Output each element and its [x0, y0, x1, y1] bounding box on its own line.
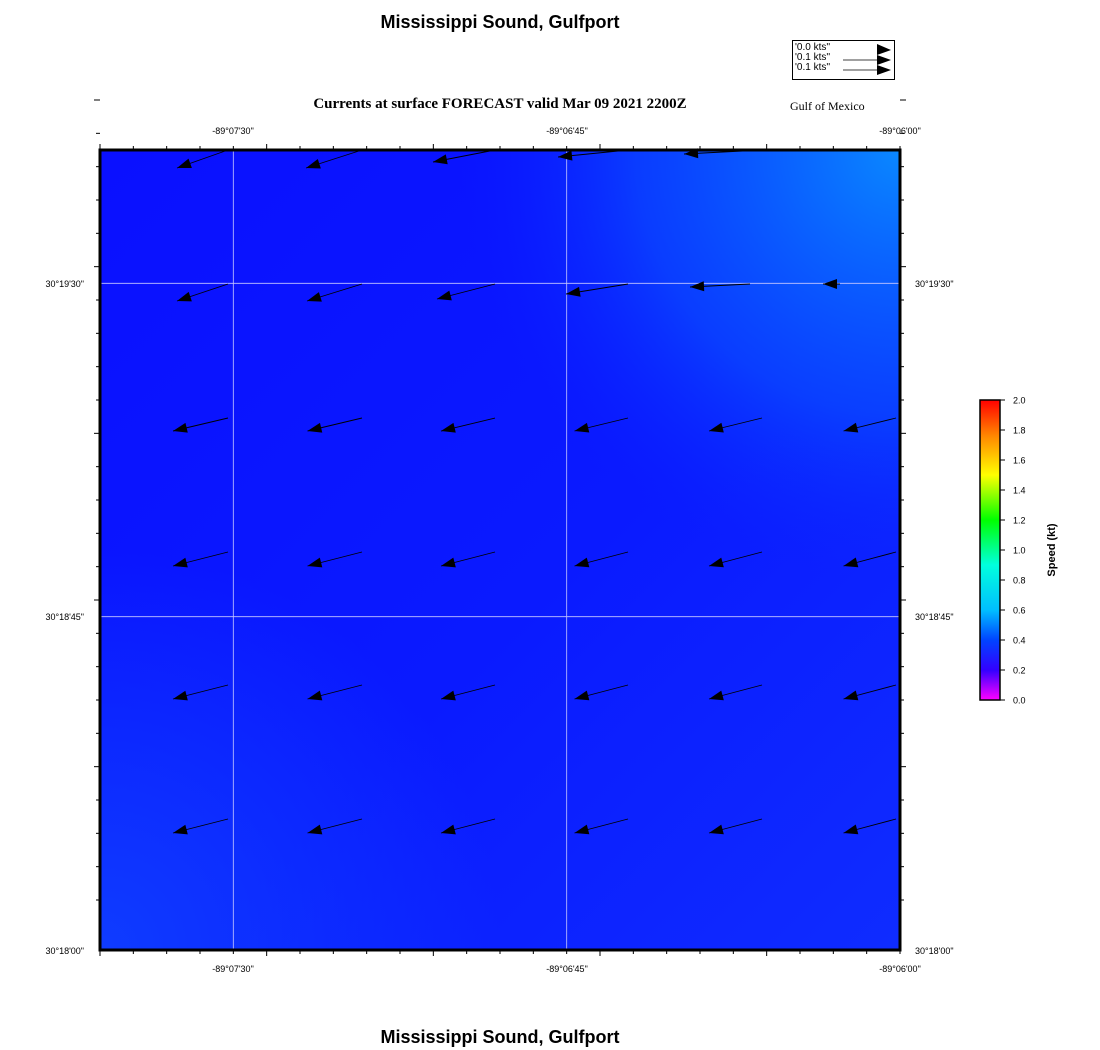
- lat-label-left: 30°18'00": [45, 946, 84, 956]
- colorbar-tick-label: 0.8: [1013, 575, 1026, 586]
- region-label: Gulf of Mexico: [790, 99, 865, 113]
- colorbar-tick-label: 0.4: [1013, 635, 1026, 646]
- legend-entry: '0.0 kts'': [795, 42, 831, 53]
- colorbar-tick-label: 1.6: [1013, 455, 1026, 466]
- colorbar-tick-label: 2.0: [1013, 395, 1026, 406]
- lat-label-left: 30°18'45": [45, 612, 84, 622]
- lat-label-right: 30°18'00": [915, 946, 954, 956]
- colorbar-gradient: [980, 400, 1000, 700]
- lat-label-right: 30°19'30": [915, 279, 954, 289]
- colorbar-tick-label: 0.6: [1013, 605, 1026, 616]
- colorbar-tick-label: 1.8: [1013, 425, 1026, 436]
- legend-entry: '0.1 kts'': [795, 52, 831, 63]
- speed-colorbar: [980, 396, 1058, 706]
- lat-label-left: 30°19'30": [45, 279, 84, 289]
- map-title: Mississippi Sound, Gulfport: [380, 12, 620, 32]
- legend-entry: '0.1 kts'': [795, 62, 831, 73]
- colorbar-tick-label: 1.0: [1013, 545, 1026, 556]
- lon-label-top: -89°06'45": [546, 126, 588, 136]
- colorbar-tick-label: 1.4: [1013, 485, 1026, 496]
- colorbar-tick-label: 0.2: [1013, 665, 1026, 676]
- map-title-bottom: Mississippi Sound, Gulfport: [380, 1027, 620, 1047]
- lon-label-bottom: -89°06'00": [879, 964, 921, 974]
- colorbar-label: Speed (kt): [1046, 523, 1058, 577]
- colorbar-tick-label: 1.2: [1013, 515, 1026, 526]
- map-frame: [94, 100, 906, 956]
- speed-field-sw: [100, 150, 900, 950]
- colorbar-ticks: [1000, 396, 1026, 706]
- lon-label-top: -89°07'30": [212, 126, 254, 136]
- lat-label-right: 30°18'45": [915, 612, 954, 622]
- lon-label-top: -89°06'00": [879, 126, 921, 136]
- lon-label-bottom: -89°06'45": [546, 964, 588, 974]
- forecast-subtitle: Currents at surface FORECAST valid Mar 09 2021 2200Z: [313, 96, 687, 112]
- lon-label-bottom: -89°07'30": [212, 964, 254, 974]
- colorbar-tick-label: 0.0: [1013, 695, 1026, 706]
